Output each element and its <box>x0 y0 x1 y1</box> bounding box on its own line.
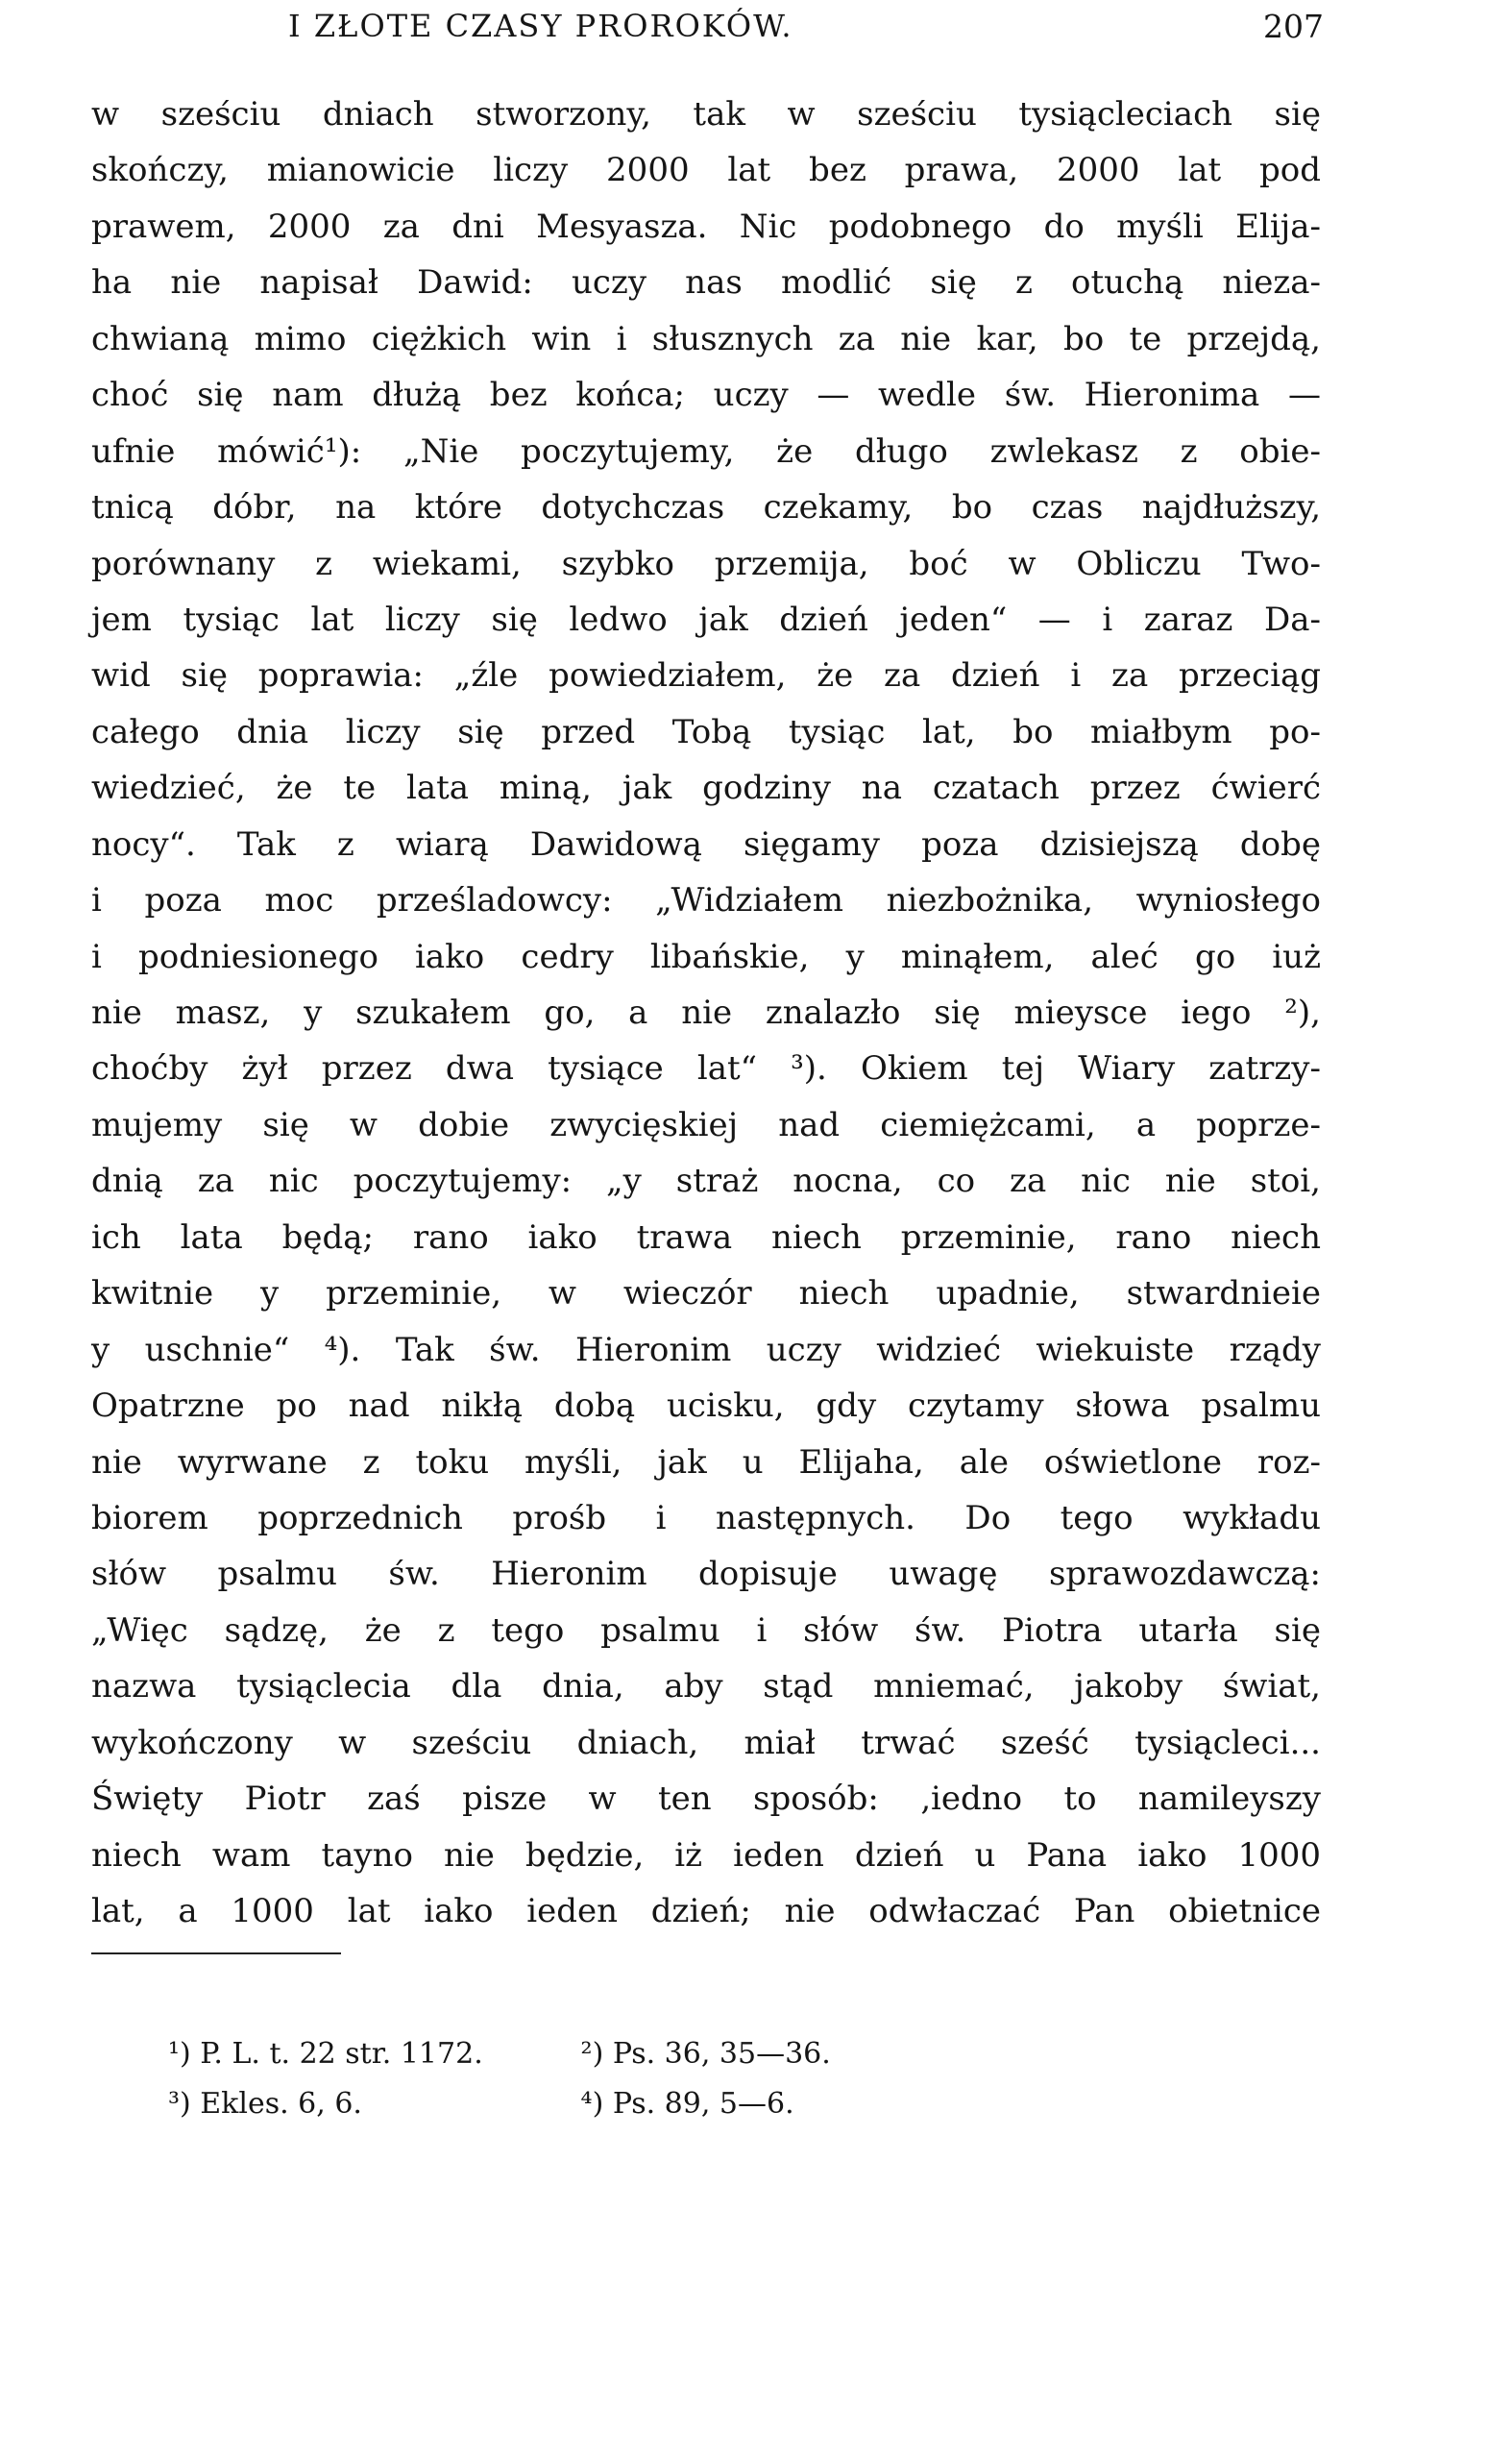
page-header <box>0 8 1512 46</box>
running-title: I ZŁOTE CZASY PROROKÓW. <box>288 8 793 44</box>
text-line: nie wyrwane z toku myśli, jak u Elijaha, ale oświetlone roz- <box>91 1442 1321 1482</box>
text-line: choćby żył przez dwa tysiące lat“ ³). Okiem tej Wiary zatrzy- <box>91 1049 1321 1089</box>
text-line: Święty Piotr zaś pisze w ten sposób: ‚iedno to namileyszy <box>91 1780 1321 1819</box>
text-line: nazwa tysiąclecia dla dnia, aby stąd mniemać, jakoby świat, <box>91 1667 1321 1706</box>
text-line: y uschnie“ ⁴). Tak św. Hieronim uczy widzieć wiekuiste rządy <box>91 1330 1321 1369</box>
text-line: prawem, 2000 za dni Mesyasza. Nic podobnego do myśli Elija- <box>91 207 1321 246</box>
text-line: ich lata będą; rano iako trawa niech przeminie, rano niech <box>91 1217 1321 1257</box>
footnote: ¹) P. L. t. 22 str. 1172. <box>168 2037 483 2071</box>
footnote-divider <box>91 1952 341 1954</box>
text-line: skończy, mianowicie liczy 2000 lat bez prawa, 2000 lat pod <box>91 151 1321 190</box>
page-number: 207 <box>1263 8 1324 45</box>
text-line: lat, a 1000 lat iako ieden dzień; nie odwłaczać Pan obietnice <box>91 1892 1321 1930</box>
text-line: tnicą dóbr, na które dotychczas czekamy, bo czas najdłuższy, <box>91 488 1321 528</box>
body-text <box>91 86 1321 1939</box>
text-line: choć się nam dłużą bez końca; uczy — wedle św. Hieronima — <box>91 376 1321 415</box>
footnote-row <box>168 2029 1033 2079</box>
text-line: dnią za nic poczytujemy: „y straż nocna, co za nic nie stoi, <box>91 1162 1321 1201</box>
text-line: porównany z wiekami, szybko przemija, boć w Obliczu Two- <box>91 544 1321 583</box>
text-line: w sześciu dniach stworzony, tak w sześciu tysiącleciach się <box>91 95 1321 134</box>
footnote: ³) Ekles. 6, 6. <box>168 2087 362 2121</box>
text-line: i podniesionego iako cedry libańskie, y minąłem, aleć go iuż <box>91 937 1321 976</box>
text-line: nie masz, y szukałem go, a nie znalazło się mieysce iego ²), <box>91 994 1321 1032</box>
text-line: ufnie mówić¹): „Nie poczytujemy, że długo zwlekasz z obie- <box>91 431 1321 471</box>
text-line: biorem poprzednich prośb i następnych. Do tego wykładu <box>91 1498 1321 1537</box>
text-line: „Więc sądzę, że z tego psalmu i słów św. Piotra utarła się <box>91 1610 1321 1650</box>
text-line: nocy“. Tak z wiarą Dawidową sięgamy poza dzisiejszą dobę <box>91 824 1321 864</box>
footnote: ²) Ps. 36, 35—36. <box>580 2037 831 2071</box>
text-line: słów psalmu św. Hieronim dopisuje uwagę sprawozdawczą: <box>91 1555 1321 1594</box>
text-line: chwianą mimo ciężkich win i słusznych za nie kar, bo te przejdą, <box>91 319 1321 358</box>
text-line: wiedzieć, że te lata miną, jak godziny na czatach przez ćwierć <box>91 769 1321 808</box>
text-line: Opatrzne po nad nikłą dobą ucisku, gdy czytamy słowa psalmu <box>91 1387 1321 1426</box>
footnote: ⁴) Ps. 89, 5—6. <box>580 2087 794 2121</box>
text-line: wid się poprawia: „źle powiedziałem, że za dzień i za przeciąg <box>91 656 1321 696</box>
text-line: jem tysiąc lat liczy się ledwo jak dzień jeden“ — i zaraz Da- <box>91 600 1321 639</box>
text-line: niech wam tayno nie będzie, iż ieden dzień u Pana iako 1000 <box>91 1835 1321 1875</box>
text-line: wykończony w sześciu dniach, miał trwać sześć tysiącleci... <box>91 1723 1321 1762</box>
text-line: mujemy się w dobie zwycięskiej nad ciemiężcami, a poprze- <box>91 1105 1321 1144</box>
text-line: całego dnia liczy się przed Tobą tysiąc lat, bo miałbym po- <box>91 712 1321 751</box>
text-line: kwitnie y przeminie, w wieczór niech upadnie, stwardnieie <box>91 1274 1321 1313</box>
footnote-row <box>168 2079 1033 2129</box>
text-line: ha nie napisał Dawid: uczy nas modlić się z otuchą nieza- <box>91 263 1321 303</box>
text-line: i poza moc prześladowcy: „Widziałem niezbożnika, wyniosłego <box>91 881 1321 921</box>
footnotes <box>168 2029 1033 2129</box>
